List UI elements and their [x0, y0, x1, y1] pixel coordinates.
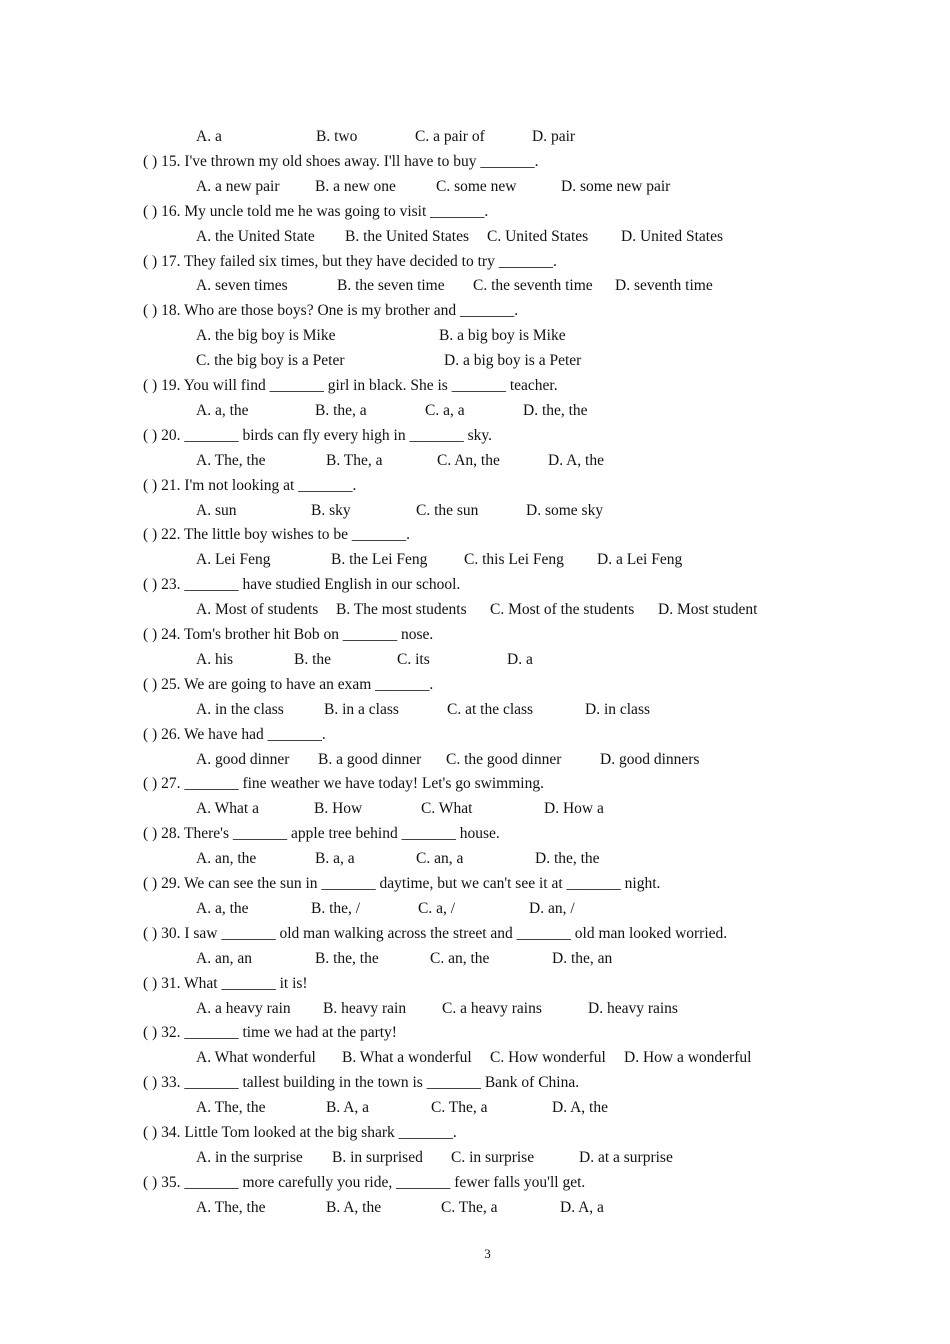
answer-option: B. the seven time	[337, 277, 445, 295]
answer-option: A. a heavy rain	[196, 999, 291, 1017]
answer-option: A. good dinner	[196, 750, 290, 768]
answer-option: C. The, a	[441, 1198, 498, 1216]
answer-option: C. How wonderful	[490, 1049, 606, 1067]
answer-option: B. a, a	[315, 850, 355, 868]
answer-option: D. the, an	[552, 949, 613, 967]
answer-option: A. in the class	[196, 700, 284, 718]
answer-option: A. a new pair	[196, 177, 280, 195]
options-line	[0, 175, 950, 199]
options-line	[0, 947, 950, 971]
answer-option: D. A, a	[560, 1198, 604, 1216]
options-line	[0, 324, 950, 348]
answer-option: D. A, the	[552, 1099, 608, 1117]
answer-option: A. What a	[196, 800, 259, 818]
answer-option: B. two	[316, 128, 358, 145]
answer-option: D. the, the	[523, 401, 588, 419]
question-line: ( ) 17. They failed six times, but they have decided to try _______.	[143, 252, 557, 270]
answer-option: C. some new	[436, 177, 517, 195]
options-line	[0, 598, 950, 622]
options-line	[0, 399, 950, 423]
options-line	[0, 548, 950, 572]
options-line	[0, 349, 950, 373]
question-line: ( ) 24. Tom's brother hit Bob on _______ nose.	[143, 626, 434, 643]
answer-option: A. an, the	[196, 850, 257, 868]
answer-option: D. good dinners	[600, 750, 700, 768]
answer-option: B. the Lei Feng	[331, 551, 428, 569]
answer-option: D. the, the	[535, 850, 600, 868]
answer-option: B. in surprised	[332, 1148, 423, 1166]
answer-option: C. What	[421, 800, 473, 818]
options-line	[0, 997, 950, 1021]
question-line: ( ) 32. _______ time we had at the party!	[143, 1024, 397, 1042]
answer-option: A. sun	[196, 501, 237, 519]
answer-option: B. in a class	[324, 700, 399, 718]
answer-option: B. the, a	[315, 401, 367, 419]
answer-option: D. Most student	[658, 601, 758, 619]
answer-option: C. a, /	[418, 899, 456, 917]
question-line: ( ) 31. What _______ it is!	[143, 974, 308, 992]
question-line: ( ) 16. My uncle told me he was going to visit _______.	[143, 202, 489, 220]
question-line: ( ) 23. _______ have studied English in our school.	[143, 576, 461, 594]
answer-option: D. seventh time	[615, 277, 713, 295]
answer-option: C. United States	[487, 227, 589, 245]
question-line: ( ) 28. There's _______ apple tree behind _______ house.	[143, 825, 500, 843]
answer-option: B. sky	[311, 501, 351, 519]
answer-option: C. The, a	[431, 1099, 488, 1117]
answer-option: B. A, the	[326, 1198, 382, 1216]
answer-option: B. What a wonderful	[342, 1049, 472, 1067]
answer-option: A. his	[196, 650, 234, 668]
question-line: ( ) 20. _______ birds can fly every high in _______ sky.	[143, 426, 492, 444]
options-line	[0, 225, 950, 249]
answer-option: C. a, a	[425, 401, 465, 419]
answer-option: C. the good dinner	[446, 750, 562, 768]
question-line: ( ) 15. I've thrown my old shoes away. I'll have to buy _______.	[143, 152, 539, 170]
answer-option: B. The most students	[336, 601, 467, 619]
answer-option: C. a heavy rains	[442, 999, 542, 1017]
answer-option: A. Lei Feng	[196, 551, 271, 569]
answer-option: C. the seventh time	[473, 277, 593, 295]
answer-option: D. How a wonderful	[624, 1049, 752, 1067]
answer-option: B. a good dinner	[318, 750, 422, 768]
answer-option: D. at a surprise	[579, 1148, 673, 1166]
answer-option: C. this Lei Feng	[464, 551, 564, 569]
question-line: ( ) 27. _______ fine weather we have today! Let's go swimming.	[143, 775, 544, 793]
answer-option: C. the sun	[416, 501, 479, 519]
answer-option: B. the United States	[345, 227, 469, 245]
options-line	[0, 1046, 950, 1070]
options-line	[0, 897, 950, 921]
options-line	[0, 274, 950, 298]
answer-option: C. the big boy is a Peter	[196, 352, 345, 370]
question-line: ( ) 22. The little boy wishes to be _______.	[143, 526, 411, 544]
answer-option: C. an, the	[430, 949, 490, 967]
answer-option: D. some sky	[526, 501, 604, 519]
answer-option: B. the, /	[311, 899, 361, 917]
options-line	[0, 499, 950, 523]
answer-option: A. the big boy is Mike	[196, 327, 336, 345]
options-line	[0, 797, 950, 821]
answer-option: C. in surprise	[451, 1148, 535, 1166]
answer-option: C. at the class	[447, 700, 534, 718]
answer-option: A. Most of students	[196, 601, 319, 619]
answer-option: A. the United State	[196, 227, 315, 245]
question-line: ( ) 25. We are going to have an exam _______.	[143, 675, 434, 693]
answer-option: D. an, /	[529, 899, 575, 917]
answer-option: A. The, the	[196, 1099, 266, 1117]
answer-option: B. A, a	[326, 1099, 370, 1117]
answer-option: B. a big boy is Mike	[439, 327, 566, 345]
options-line	[0, 1096, 950, 1120]
answer-option: D. a big boy is a Peter	[444, 352, 582, 370]
answer-option: A. The, the	[196, 451, 266, 469]
page-number: 3	[484, 1246, 491, 1261]
answer-option: B. the, the	[315, 949, 379, 967]
question-line: ( ) 34. Little Tom looked at the big shark _______.	[143, 1124, 457, 1141]
answer-option: A. an, an	[196, 949, 252, 967]
answer-option: B. heavy rain	[323, 999, 407, 1017]
answer-option: D. A, the	[548, 451, 604, 469]
answer-option: D. a Lei Feng	[597, 551, 683, 569]
answer-option: B. The, a	[326, 451, 383, 469]
answer-option: D. United States	[621, 227, 724, 245]
answer-option: D. heavy rains	[588, 999, 678, 1017]
answer-option: A. a	[196, 128, 222, 145]
options-line	[0, 748, 950, 772]
answer-option: C. An, the	[437, 451, 500, 469]
answer-option: C. its	[397, 650, 430, 668]
options-line	[0, 1146, 950, 1170]
options-line	[0, 847, 950, 871]
options-line	[0, 698, 950, 722]
answer-option: B. the	[294, 650, 332, 668]
answer-option: D. in class	[585, 700, 651, 718]
answer-option: D. pair	[532, 128, 576, 145]
question-line: ( ) 18. Who are those boys? One is my brother and _______.	[143, 302, 519, 320]
answer-option: C. Most of the students	[490, 601, 635, 619]
options-line	[0, 449, 950, 473]
question-line: ( ) 30. I saw _______ old man walking across the street and _______ old man looked worried.	[143, 924, 728, 942]
question-line: ( ) 33. _______ tallest building in the town is _______ Bank of China.	[143, 1074, 580, 1092]
answer-option: A. in the surprise	[196, 1148, 303, 1166]
options-line	[0, 1196, 950, 1220]
answer-option: A. a, the	[196, 401, 249, 419]
answer-option: A. The, the	[196, 1198, 266, 1216]
answer-option: A. a, the	[196, 899, 249, 917]
answer-option: C. an, a	[416, 850, 464, 868]
answer-option: B. How	[314, 800, 363, 818]
answer-option: D. some new pair	[561, 177, 671, 195]
question-line: ( ) 26. We have had _______.	[143, 725, 326, 743]
options-line	[0, 125, 950, 149]
answer-option: D. How a	[544, 800, 604, 818]
question-line: ( ) 35. _______ more carefully you ride, _______ fewer falls you'll get.	[143, 1173, 586, 1191]
options-line	[0, 648, 950, 672]
answer-option: B. a new one	[315, 177, 396, 195]
answer-option: C. a pair of	[415, 128, 485, 145]
question-line: ( ) 19. You will find _______ girl in black. She is _______ teacher.	[143, 377, 558, 394]
question-line: ( ) 29. We can see the sun in _______ daytime, but we can't see it at _______ night.	[143, 875, 661, 892]
question-line: ( ) 21. I'm not looking at _______.	[143, 476, 357, 494]
answer-option: D. a	[507, 650, 533, 668]
answer-option: A. seven times	[196, 277, 288, 295]
answer-option: A. What wonderful	[196, 1049, 316, 1067]
